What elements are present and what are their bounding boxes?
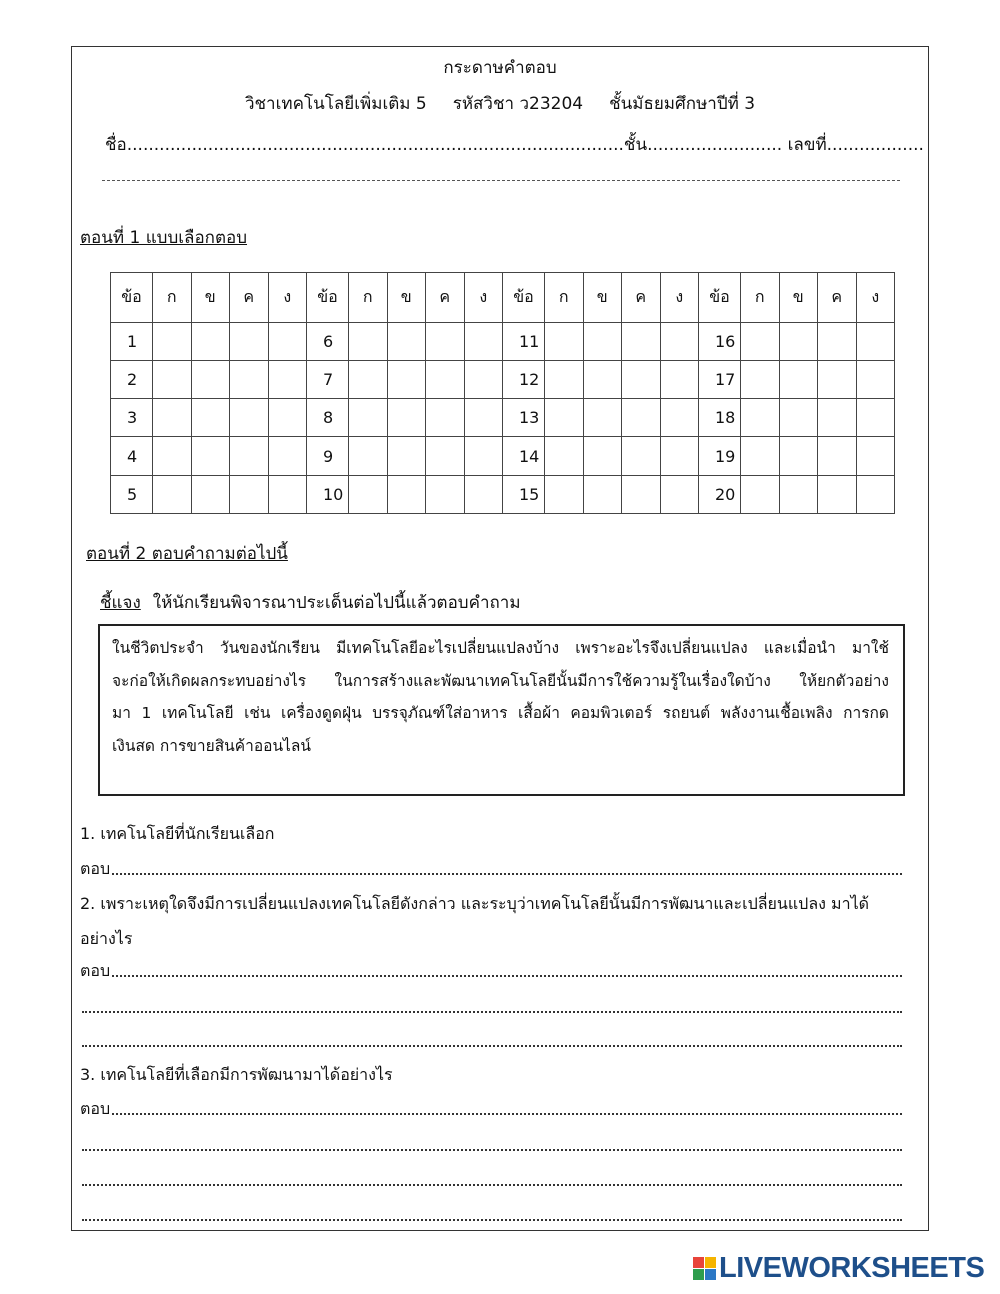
scenario-line: จะก่อให้เกิดผลกระทบอย่างไร ในการสร้างและพัฒนาเทคโนโลยีนั้นมีการใช้ความรู้ในเรื่องใดบ้าง ให้ยกตัวอย่าง xyxy=(112,671,889,690)
grid-header-cell: ข้อ xyxy=(699,273,741,323)
choice-cell[interactable] xyxy=(426,437,465,475)
choice-cell[interactable] xyxy=(622,322,661,360)
choice-cell[interactable] xyxy=(349,322,388,360)
choice-cell[interactable] xyxy=(779,475,818,513)
question-3: 3. เทคโนโลยีที่เลือกมีการพัฒนามาได้อย่างไร xyxy=(80,1065,393,1084)
liveworksheets-logo xyxy=(693,1253,984,1283)
grid-row xyxy=(111,399,895,437)
choice-cell[interactable] xyxy=(660,475,699,513)
choice-cell[interactable] xyxy=(268,437,307,475)
grid-header-cell: ก xyxy=(741,273,780,323)
choice-cell[interactable] xyxy=(583,322,622,360)
grid-header-row xyxy=(111,273,895,323)
choice-cell[interactable] xyxy=(856,322,895,360)
choice-cell[interactable] xyxy=(387,475,426,513)
grid-header-cell: ง xyxy=(464,273,503,323)
choice-cell[interactable] xyxy=(387,360,426,398)
answer-line-q2[interactable] xyxy=(80,958,902,980)
choice-cell[interactable] xyxy=(153,399,192,437)
grid-header-cell: ข xyxy=(387,273,426,323)
choice-cell[interactable] xyxy=(426,322,465,360)
choice-cell[interactable] xyxy=(545,437,584,475)
question-number: 12 xyxy=(503,360,545,398)
grid-row xyxy=(111,322,895,360)
grid-header-cell: ง xyxy=(660,273,699,323)
choice-cell[interactable] xyxy=(660,360,699,398)
grid-row xyxy=(111,437,895,475)
choice-cell[interactable] xyxy=(779,437,818,475)
class-field[interactable]: ......................... xyxy=(647,135,783,155)
grid-header-cell: ค xyxy=(818,273,857,323)
class-label: ชั้น xyxy=(623,135,648,155)
choice-cell[interactable] xyxy=(818,475,857,513)
choice-cell[interactable] xyxy=(349,437,388,475)
part1-title: ตอนที่ 1 แบบเลือกตอบ xyxy=(80,228,248,248)
answer-line-q3-extra[interactable] xyxy=(80,1167,902,1189)
choice-cell[interactable] xyxy=(741,399,780,437)
choice-cell[interactable] xyxy=(153,322,192,360)
question-number: 19 xyxy=(699,437,741,475)
grade-level: ชั้นมัธยมศึกษาปีที่ 3 xyxy=(609,94,756,114)
question-number: 13 xyxy=(503,399,545,437)
choice-cell[interactable] xyxy=(464,322,503,360)
grid-header-cell: ก xyxy=(545,273,584,323)
student-info-row xyxy=(105,131,924,158)
choice-cell[interactable] xyxy=(268,322,307,360)
choice-cell[interactable] xyxy=(583,399,622,437)
choice-cell[interactable] xyxy=(741,322,780,360)
answer-line-q3-extra[interactable] xyxy=(80,1132,902,1154)
choice-cell[interactable] xyxy=(818,360,857,398)
name-label: ชื่อ xyxy=(105,135,127,155)
choice-cell[interactable] xyxy=(779,322,818,360)
number-field[interactable]: .................. xyxy=(826,135,924,155)
choice-cell[interactable] xyxy=(464,360,503,398)
grid-header-cell: ข xyxy=(779,273,818,323)
choice-cell[interactable] xyxy=(622,360,661,398)
grid-header-cell: ค xyxy=(622,273,661,323)
choice-cell[interactable] xyxy=(660,399,699,437)
choice-cell[interactable] xyxy=(191,437,230,475)
choice-cell[interactable] xyxy=(779,360,818,398)
answer-grid xyxy=(110,272,895,514)
question-number: 9 xyxy=(307,437,349,475)
question-number: 17 xyxy=(699,360,741,398)
question-number: 15 xyxy=(503,475,545,513)
choice-cell[interactable] xyxy=(230,399,269,437)
choice-cell[interactable] xyxy=(779,399,818,437)
question-number: 4 xyxy=(111,437,153,475)
choice-cell[interactable] xyxy=(741,360,780,398)
scenario-line: เงินสด การขายสินค้าออนไลน์ xyxy=(112,736,311,755)
grid-header-cell: ข้อ xyxy=(503,273,545,323)
scenario-line: มา 1 เทคโนโลยี เช่น เครื่องดูดฝุ่น บรรจุภัณฑ์ใส่อาหาร เสื้อผ้า คอมพิวเตอร์ รถยนต์ พลังงานเชื้อเพลิง การกด xyxy=(112,704,889,722)
choice-cell[interactable] xyxy=(426,360,465,398)
grid-header-cell: ข xyxy=(583,273,622,323)
choice-cell[interactable] xyxy=(268,475,307,513)
question-number: 3 xyxy=(111,399,153,437)
grid-header-cell: ข้อ xyxy=(111,273,153,323)
choice-cell[interactable] xyxy=(464,475,503,513)
instruction-text: ให้นักเรียนพิจารณาประเด็นต่อไปนี้แล้วตอบคำถาม xyxy=(152,593,521,613)
choice-cell[interactable] xyxy=(545,475,584,513)
choice-cell[interactable] xyxy=(622,437,661,475)
grid-header-cell: ข้อ xyxy=(307,273,349,323)
question-number: 20 xyxy=(699,475,741,513)
answer-line-q2-extra[interactable] xyxy=(80,1028,902,1050)
choice-cell[interactable] xyxy=(153,475,192,513)
answer-label: ตอบ xyxy=(80,1099,111,1118)
choice-cell[interactable] xyxy=(349,475,388,513)
answer-line-q3[interactable] xyxy=(80,1096,902,1118)
choice-cell[interactable] xyxy=(622,475,661,513)
choice-cell[interactable] xyxy=(583,437,622,475)
question-number: 11 xyxy=(503,322,545,360)
question-number: 1 xyxy=(111,322,153,360)
grid-header-cell: ง xyxy=(268,273,307,323)
choice-cell[interactable] xyxy=(660,322,699,360)
choice-cell[interactable] xyxy=(856,360,895,398)
choice-cell[interactable] xyxy=(464,437,503,475)
subject-code: รหัสวิชา ว23204 xyxy=(452,94,584,114)
choice-cell[interactable] xyxy=(464,399,503,437)
question-number: 7 xyxy=(307,360,349,398)
choice-cell[interactable] xyxy=(268,399,307,437)
choice-cell[interactable] xyxy=(191,360,230,398)
brand-name: LIVEWORKSHEETS xyxy=(719,1251,985,1284)
choice-cell[interactable] xyxy=(191,322,230,360)
choice-cell[interactable] xyxy=(741,475,780,513)
grid-header-cell: ค xyxy=(230,273,269,323)
choice-cell[interactable] xyxy=(153,437,192,475)
name-field[interactable]: ............................................................................................ xyxy=(126,135,624,155)
instruction xyxy=(100,589,521,616)
subject-name: วิชาเทคโนโลยีเพิ่มเติม 5 xyxy=(244,94,427,114)
logo-squares-icon xyxy=(693,1257,716,1280)
choice-cell[interactable] xyxy=(230,322,269,360)
subject-line xyxy=(0,90,1000,117)
question-number: 8 xyxy=(307,399,349,437)
number-label: เลขที่ xyxy=(787,135,827,155)
question-number: 5 xyxy=(111,475,153,513)
choice-cell[interactable] xyxy=(387,322,426,360)
grid-row xyxy=(111,360,895,398)
choice-cell[interactable] xyxy=(230,475,269,513)
choice-cell[interactable] xyxy=(545,322,584,360)
answer-line-q1[interactable] xyxy=(80,856,902,878)
choice-cell[interactable] xyxy=(856,475,895,513)
grid-header-cell: ก xyxy=(153,273,192,323)
dashed-divider xyxy=(102,180,900,181)
choice-cell[interactable] xyxy=(545,360,584,398)
instruction-label: ชี้แจง xyxy=(100,593,141,613)
answer-line-q3-extra[interactable] xyxy=(80,1202,902,1224)
choice-cell[interactable] xyxy=(818,322,857,360)
answer-line-q2-extra[interactable] xyxy=(80,994,902,1016)
choice-cell[interactable] xyxy=(741,437,780,475)
choice-cell[interactable] xyxy=(545,399,584,437)
choice-cell[interactable] xyxy=(230,437,269,475)
part2-title: ตอนที่ 2 ตอบคำถามต่อไปนี้ xyxy=(86,544,288,564)
sheet-title: กระดาษคำตอบ xyxy=(443,58,557,78)
grid-header-cell: ง xyxy=(856,273,895,323)
choice-cell[interactable] xyxy=(622,399,661,437)
choice-cell[interactable] xyxy=(349,399,388,437)
choice-cell[interactable] xyxy=(426,475,465,513)
choice-cell[interactable] xyxy=(426,399,465,437)
question-number: 6 xyxy=(307,322,349,360)
choice-cell[interactable] xyxy=(387,437,426,475)
choice-cell[interactable] xyxy=(818,399,857,437)
choice-cell[interactable] xyxy=(191,475,230,513)
grid-header-cell: ข xyxy=(191,273,230,323)
choice-cell[interactable] xyxy=(660,437,699,475)
question-1: 1. เทคโนโลยีที่นักเรียนเลือก xyxy=(80,824,275,843)
scenario-line: ในชีวิตประจำ วันของนักเรียน มีเทคโนโลยีอะไรเปลี่ยนแปลงบ้าง เพราะอะไรจึงเปลี่ยนแปลง และเมื่อนำ มาใช้ xyxy=(112,639,889,657)
choice-cell[interactable] xyxy=(583,360,622,398)
answer-label: ตอบ xyxy=(80,859,111,878)
choice-cell[interactable] xyxy=(818,437,857,475)
choice-cell[interactable] xyxy=(349,360,388,398)
answer-label: ตอบ xyxy=(80,961,111,980)
question-2: 2. เพราะเหตุใดจึงมีการเปลี่ยนแปลงเทคโนโลยีดังกล่าว และระบุว่าเทคโนโลยีนั้นมีการพัฒนาและเปลี่ยนแปลง มาได้อย่างไร xyxy=(80,894,869,948)
question-number: 10 xyxy=(307,475,349,513)
question-number: 14 xyxy=(503,437,545,475)
choice-cell[interactable] xyxy=(856,437,895,475)
choice-cell[interactable] xyxy=(191,399,230,437)
choice-cell[interactable] xyxy=(268,360,307,398)
scenario-box xyxy=(98,624,905,796)
grid-header-cell: ค xyxy=(426,273,465,323)
choice-cell[interactable] xyxy=(856,399,895,437)
grid-row xyxy=(111,475,895,513)
choice-cell[interactable] xyxy=(387,399,426,437)
choice-cell[interactable] xyxy=(583,475,622,513)
grid-header-cell: ก xyxy=(349,273,388,323)
question-number: 16 xyxy=(699,322,741,360)
choice-cell[interactable] xyxy=(153,360,192,398)
choice-cell[interactable] xyxy=(230,360,269,398)
question-number: 2 xyxy=(111,360,153,398)
question-number: 18 xyxy=(699,399,741,437)
